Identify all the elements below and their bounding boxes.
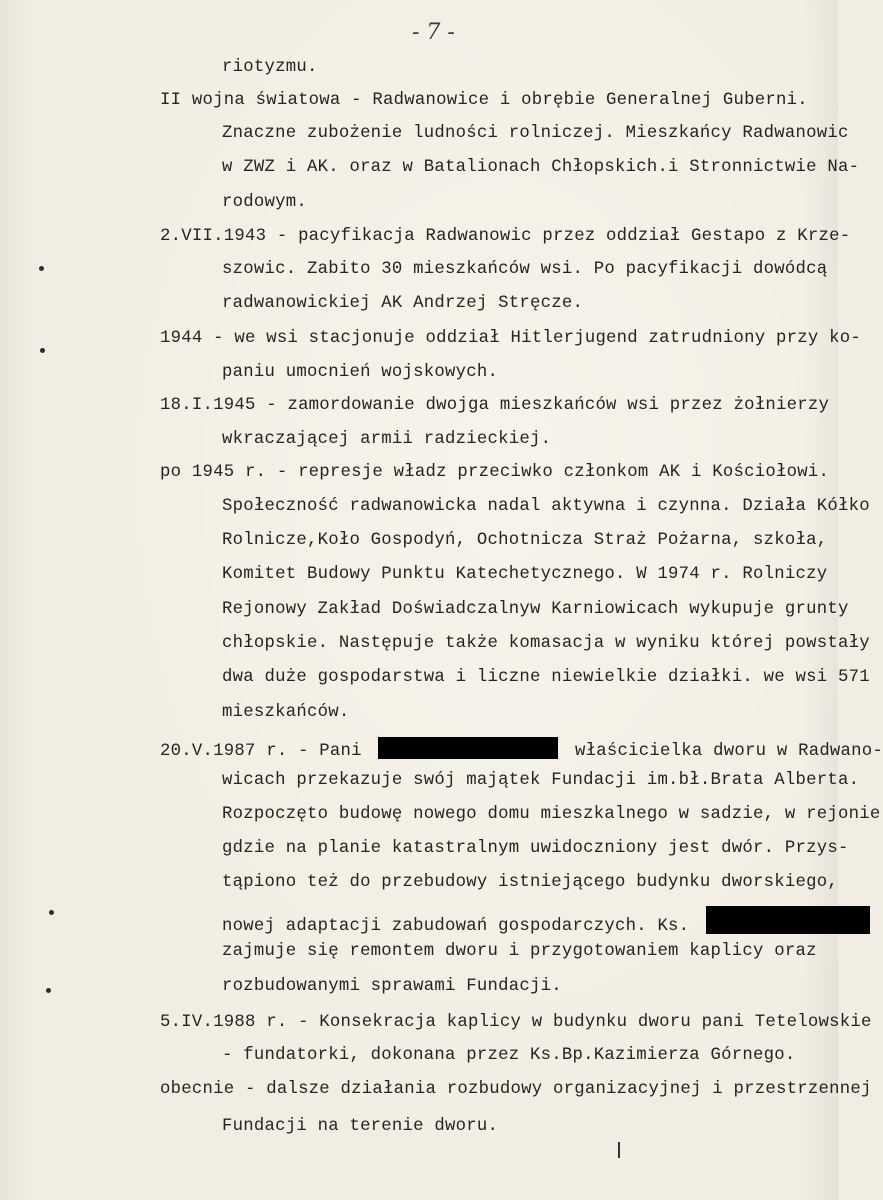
text-line: paniu umocnień wojskowych. <box>222 363 499 382</box>
margin-mark <box>40 348 45 353</box>
text-line: 1944 - we wsi stacjonuje oddział Hitlerjugend zatrudniony przy ko- <box>160 329 861 348</box>
text-line: radwanowickiej AK Andrzej Stręcze. <box>222 294 584 313</box>
text-line: riotyzmu. <box>222 58 318 77</box>
text-line: wkraczającej armii radzieckiej. <box>222 430 552 449</box>
text-line: 5.IV.1988 r. - Konsekracja kaplicy w budynku dworu pani Tetelowskie <box>160 1013 872 1032</box>
text-segment: właścicielka dworu w Radwano- <box>575 742 883 761</box>
text-line: obecnie - dalsze działania rozbudowy organizacyjnej i przestrzennej <box>160 1080 872 1099</box>
margin-mark <box>46 988 51 993</box>
text-segment: 20.V.1987 r. - Pani <box>160 742 362 761</box>
text-line: - fundatorki, dokonana przez Ks.Bp.Kazimierza Górnego. <box>222 1046 796 1065</box>
text-line: Fundacji na terenie dworu. <box>222 1117 499 1136</box>
redaction-bar <box>706 906 870 934</box>
text-line: Znaczne zubożenie ludności rolniczej. Mieszkańcy Radwanowic <box>222 124 849 143</box>
text-line: po 1945 r. - represje władz przeciwko członkom AK i Kościołowi. <box>160 463 830 482</box>
text-line: 2.VII.1943 - pacyfikacja Radwanowic przez oddział Gestapo z Krze- <box>160 227 851 246</box>
redaction-bar <box>378 737 558 759</box>
text-line <box>222 906 870 936</box>
text-line: szowic. Zabito 30 mieszkańców wsi. Po pacyfikacji dowódcą <box>222 260 828 279</box>
text-segment: nowej adaptacji zabudowań gospodarczych. Ks. <box>222 917 690 936</box>
text-line <box>160 737 883 761</box>
text-line: gdzie na planie katastralnym uwidoczniony jest dwór. Przys- <box>222 839 849 858</box>
text-line: Rejonowy Zakład Doświadczalnyw Karniowicach wykupuje grunty <box>222 600 849 619</box>
text-line: Rolnicze,Koło Gospodyń, Ochotnicza Straż Pożarna, szkoła, <box>222 531 828 550</box>
text-line: zajmuje się remontem dworu i przygotowaniem kaplicy oraz <box>222 942 817 961</box>
text-line: Społeczność radwanowicka nadal aktywna i czynna. Działa Kółko <box>222 497 870 516</box>
text-line: w ZWZ i AK. oraz w Batalionach Chłopskich.i Stronnictwie Na- <box>222 158 860 177</box>
margin-mark <box>39 266 44 271</box>
pen-mark <box>618 1142 620 1158</box>
text-line: wicach przekazuje swój majątek Fundacji im.bł.Brata Alberta. <box>222 771 860 790</box>
text-line: chłopskie. Następuje także komasacja w wyniku której powstały <box>222 634 870 653</box>
page-number: - 7 - <box>412 20 455 45</box>
text-line: mieszkańców. <box>222 703 350 722</box>
margin-mark <box>49 910 54 915</box>
text-line: dwa duże gospodarstwa i liczne niewielkie działki. we wsi 571 <box>222 668 870 687</box>
text-line: 18.I.1945 - zamordowanie dwojga mieszkańców wsi przez żołnierzy <box>160 396 830 415</box>
text-line: Rozpoczęto budowę nowego domu mieszkalnego w sadzie, w rejonie <box>222 805 881 824</box>
text-line: rozbudowanymi sprawami Fundacji. <box>222 977 562 996</box>
text-line: Komitet Budowy Punktu Katechetycznego. W 1974 r. Rolniczy <box>222 565 828 584</box>
text-line: rodowym. <box>222 193 307 212</box>
text-line: II wojna światowa - Radwanowice i obrębie Generalnej Guberni. <box>160 91 808 110</box>
text-line: tąpiono też do przebudowy istniejącego budynku dworskiego, <box>222 873 838 892</box>
